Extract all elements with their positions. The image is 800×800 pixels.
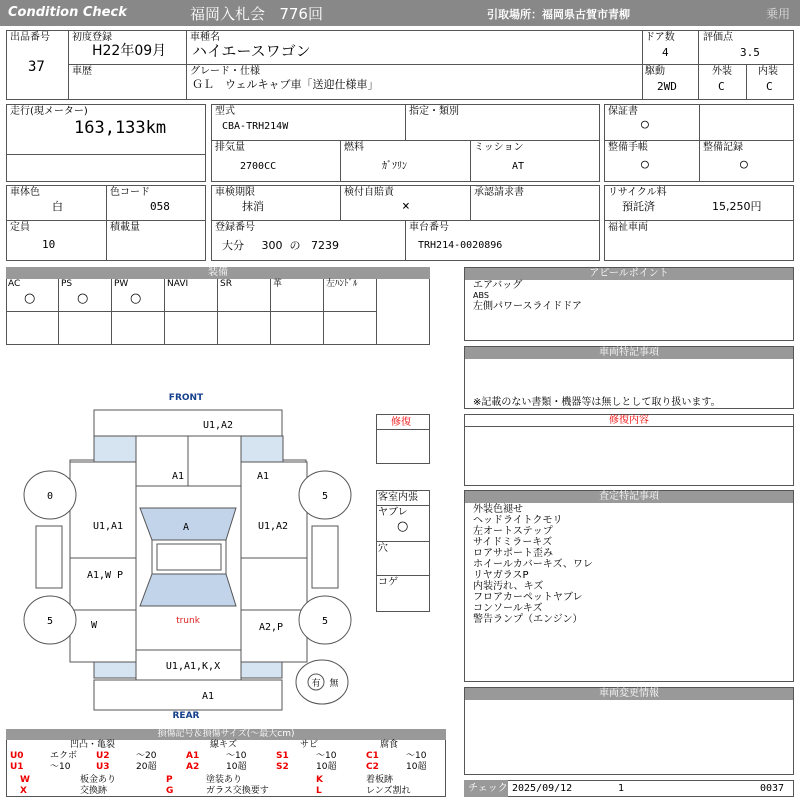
front-label: FRONT [168,393,204,403]
recycle-fee: 15,250円 [712,200,762,213]
header-pickup: 引取場所：福岡県古賀市青柳 [487,8,630,21]
tire-rr-value: 5 [321,616,329,627]
legend-cell: X [20,786,27,796]
legend-cell: A2 [186,762,200,772]
legend-cell: 10超 [316,762,337,772]
legend-cell: レンズ割れ [366,786,411,796]
capacity: 10 [42,238,56,251]
plate-area: 大分 [222,239,244,252]
inspection-note-line: 外装色褪せ [473,504,523,515]
recycle-label: リサイクル料 [608,187,667,198]
inspection-note-line: サイドミラーキズ [473,537,553,548]
legend-cell: C2 [366,762,379,772]
legend-cell: 交換跡 [80,786,108,796]
interior-label: 内装 [758,66,778,77]
hood-left-damage: A1 [171,471,185,482]
appeal-line: エアバッグ [473,280,523,291]
left-rear-door-damage: A1,W P [86,570,124,581]
equipment-empty-cell [6,312,59,345]
special-panel [464,346,794,409]
legend-cell: L [316,786,322,796]
maintenance-label: 整備手帳 [608,142,648,153]
tire-lr-value: 5 [46,616,54,627]
rear-bumper-panel [94,680,282,710]
equipment-mark: ○ [77,291,89,306]
equipment-cell-6 [324,279,377,312]
windshield-damage: A [182,522,190,533]
equipment-name: SR [220,279,232,289]
mileage-label: 走行(現メーター) [10,106,88,117]
legend-cell: K [316,775,323,785]
car-diagram [0,380,375,725]
inspection-note-line: リヤガラスP [473,570,529,581]
legend-cell: W [20,775,30,785]
legend-cell: G [166,786,174,796]
rear-glass-panel [140,574,236,606]
equipment-mark: ○ [130,291,142,306]
inspection-notes-title: 査定特記事項 [465,491,793,503]
changes-panel [464,687,794,775]
chassis: TRH214-0020896 [418,240,503,251]
doors-label: ドア数 [645,32,675,43]
tire-lf-value: 0 [46,491,54,502]
inspection: 抹消 [242,200,264,213]
model-name-label: 車種名 [190,32,220,43]
exterior-label: 外装 [712,66,732,77]
displacement-label: 排気量 [215,142,245,153]
inspection-note-line: ヘッドライトクモリ [473,515,563,526]
cabin-tear-label: ヤブレ [378,507,408,518]
left-rear-quarter-damage: W [90,620,98,631]
inspection-note-line: コンソールキズ [473,603,543,614]
color-code-label: 色コード [110,187,150,198]
spare-tire-value: 有 [311,679,321,689]
equipment-empty-cell [112,312,165,345]
equipment-empty-cell [218,312,271,345]
capacity-label: 定員 [10,222,30,233]
header-title: Condition Check [8,5,127,20]
legend-title: 損傷記号＆損傷サイズ(〜最大cm) [6,729,446,740]
legend-cell: 〜10 [316,751,337,761]
legend-cell: A1 [186,751,200,761]
header-auction [190,3,323,24]
repair-detail-panel [464,414,794,486]
equipment-empty-cell [59,312,112,345]
color-code: 058 [150,200,170,213]
maintenance: ○ [641,157,649,172]
legend-cell: U0 [10,751,24,761]
history-label: 車歴 [72,66,92,77]
header-category: 乗用 [766,7,791,21]
legend-header: 凹凸・亀裂 [70,740,116,750]
cabin-burn-label: コゲ [378,577,398,588]
equipment-cell-3 [165,279,218,312]
records: ○ [740,157,748,172]
color: 白 [52,200,63,213]
equipment-name: 革 [273,279,283,289]
repair-box [376,414,430,464]
legend-header: 線キズ [210,740,237,750]
legend-cell: 〜10 [406,751,427,761]
auction-count: 776回 [279,5,323,23]
check-count: 1 [618,783,625,794]
cabin-tear: ○ [397,519,409,534]
check-label: チェック [468,783,508,794]
equipment-mark: ○ [24,291,36,306]
first-reg: H22年09月 [92,43,167,59]
equipment-cell-5 [271,279,324,312]
inspection-note-line: 内装汚れ、キズ [473,581,544,592]
legend-cell: エクボ [50,751,78,761]
records-label: 整備記録 [703,142,743,153]
inspection-note-line: フロアカーペットヤブレ [473,592,583,603]
legend-cell: 10超 [406,762,427,772]
front-bumper-damage: U1,A2 [202,420,234,431]
score: 3.5 [740,46,760,59]
warranty-label: 保証書 [608,106,638,117]
legend-cell: 塗装あり [206,775,243,785]
warranty: ○ [641,117,649,132]
grade: ＧＬ ウェルキャブ車「送迎仕様車」 [192,78,379,91]
legend-cell: 20超 [136,762,157,772]
legend-cell: C1 [366,751,379,761]
equipment-cell-0 [6,279,59,312]
spare-none-label: 無 [329,679,339,689]
equipment-empty-cell [324,312,377,345]
equipment-cell-2 [112,279,165,312]
rear-bumper-damage: A1 [201,691,215,702]
score-label: 評価点 [703,32,733,43]
legend-cell: S2 [276,762,289,772]
insurance: × [402,199,410,214]
legend-cell: 〜10 [226,751,247,761]
inspection-label: 車検期限 [215,187,255,198]
legend-header: 腐食 [380,740,399,750]
auction-name: 福岡入札会 [190,5,266,23]
legend-cell: U1 [10,762,24,772]
plate-kana: の [289,239,301,252]
equipment-cell-1 [59,279,112,312]
legend-cell: U3 [96,762,110,772]
equipment-name: PS [61,279,73,289]
trunk-label: trunk [176,616,200,626]
lot-no-label: 出品番号 [10,32,50,43]
plate-number: 7239 [310,239,339,252]
right-rear-quarter-damage: A2,P [258,622,284,633]
mission-label: ミッション [474,142,524,153]
legend-cell: 板金あり [80,775,117,785]
exterior: C [718,80,725,93]
lot-no: 37 [28,59,45,75]
equipment-empty-cell [165,312,218,345]
appeal-line: 左側パワースライドドア [473,301,582,312]
cabin-title: 客室内張 [378,492,418,503]
right-front-door-damage: U1,A2 [257,521,289,532]
check-code: 0037 [760,783,785,794]
legend-cell: 着板跡 [366,775,394,785]
legend-cell: 〜10 [50,762,71,772]
legend-cell: U2 [96,751,110,761]
approval-label: 承認請求書 [474,187,524,198]
first-reg-label: 初度登録 [72,32,112,43]
rear-label: REAR [172,711,200,721]
inspection-note-line: ホイールカバーキズ、ワレ [473,559,593,570]
plate-label: 登録番号 [215,222,255,233]
front-bumper-panel [94,410,282,436]
legend-cell: ガラス交換要す [206,786,269,796]
mileage: 163,133km [74,118,167,138]
interior: C [766,80,773,93]
color-label: 車体色 [10,187,40,198]
plate [222,239,339,253]
fuel: ｶﾞｿﾘﾝ [382,161,407,172]
appeal-title: アピールポイント [465,268,793,280]
inspection-note-line: 警告ランプ（エンジン） [473,614,583,625]
chassis-label: 車台番号 [409,222,449,233]
appeal-line: ABS [473,291,489,300]
equipment-name: NAVI [167,279,189,289]
tire-rf-value: 5 [321,491,329,502]
repair-title: 修復 [391,417,411,428]
type-label: 型式 [215,106,235,117]
inspection-note-line: 左オートステップ [473,526,553,537]
doors: 4 [662,46,669,59]
load-label: 積載量 [110,222,140,233]
type: CBA-TRH214W [222,121,289,132]
equipment-name: AC [8,279,21,289]
equipment-name: PW [114,279,129,289]
cabin-box [376,490,430,612]
drive: 2WD [657,80,677,93]
check-date: 2025/09/12 [512,783,573,794]
plate-class: 300 [261,239,283,252]
equipment-title: 装備 [6,267,430,279]
inspection-notes-panel [464,490,794,682]
equipment-cell-4 [218,279,271,312]
special-note: ※記載のない書類・機器等は無しとして取り扱います。 [473,397,721,408]
mission: AT [512,161,525,172]
appeal-panel [464,267,794,341]
repair-detail-title: 修復内容 [465,415,793,427]
legend-cell: S1 [276,751,289,761]
equipment-empty-cell [271,312,324,345]
grade-label: グレード・仕様 [190,66,260,77]
equipment-name: 左ﾊﾝﾄﾞﾙ [326,279,358,289]
legend-header: サビ [300,740,319,750]
inspection-note-line: ロアサポート歪み [473,548,553,559]
insurance-label: 検付自賠責 [344,187,394,198]
drive-label: 駆動 [645,66,665,77]
rear-panel-damage: U1,A1,K,X [165,661,221,672]
welfare-label: 福祉車両 [608,222,648,233]
legend-cell: 10超 [226,762,247,772]
model-name: ハイエースワゴン [192,42,311,60]
displacement: 2700CC [240,161,277,172]
legend-cell: 〜20 [136,751,157,761]
designation-label: 指定・類別 [409,106,459,117]
changes-title: 車両変更情報 [465,688,793,700]
fuel-label: 燃料 [344,142,364,153]
legend-cell: P [166,775,173,785]
recycle-status: 預託済 [622,200,655,213]
special-title: 車両特記事項 [465,347,793,359]
left-front-door-damage: U1,A1 [92,521,124,532]
hood-right-damage: A1 [256,471,270,482]
cabin-hole-label: 穴 [378,543,388,554]
